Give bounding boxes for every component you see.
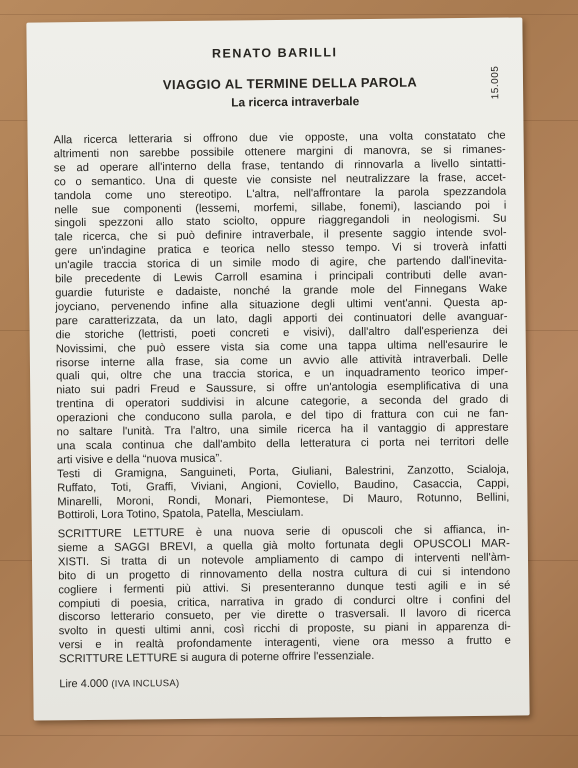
text-line: Minarelli, Moroni, Rondi, Monari, Piemontese, Di Mauro, Rotunno, Bellini, [57,491,510,508]
text-line: niato sui padri Freud e Saussure, si offre un'antologia esemplificativa di una [56,379,509,397]
text-line: discorso letterario consueto, per vie dirette o trasversali. Il lavoro di ricerca [58,607,511,624]
text-line: SCRITTURE LETTURE è una nuova serie di opuscoli che si affianca, in- [57,523,510,541]
price-value: Lire 4.000 [59,677,109,691]
text-line: Alla ricerca letteraria si offrono due vie opposte, una volta constatato che [53,129,506,147]
text-line: cogliere i fermenti più attivi. Si presenteranno dunque testi agili e in sé [58,579,511,596]
description-text [54,130,510,524]
text-line: gere un'indagine pratica e teorica nello stesso tempo. Vi si troverà infatti [54,240,507,258]
text-line: arti visive e della “nuova musica”. [56,452,223,467]
catalog-code: 15.005 [489,65,502,100]
series-text [58,524,511,668]
text-line: joyciano, pervenendo infine alla situazione degli ultimi vent'anni. Questa ap- [55,296,508,314]
text-line: compiuti di poesia, critica, narrativa in grado di condurci oltre i confini del [58,593,511,610]
text-line: nelle sue componenti (lessemi, morfemi, sillabe, fonemi), lasciando poi i [54,199,507,216]
text-line: Testi di Gramigna, Sanguineti, Porta, Giuliani, Balestrini, Zanzotto, Scialoja, [57,463,510,481]
text-line: una scala continua che dall'ambito della letteratura ci porta nei territori delle [56,435,509,453]
text-line: no saltare l'unità. Tra l'altro, una simile ricerca ha il vantaggio di apprestare [56,421,509,439]
text-line: quali qui, oltre che una traccia storica, e un inquadramento teorico imper- [56,365,509,383]
text-line: co o semantico. Una di queste vie consiste nel neutralizzare la frase, accet- [53,171,507,189]
text-line: Bottiroli, Lora Totino, Spatola, Patella, Mesciulam. [57,507,304,522]
book-back-cover [26,17,529,720]
author-name: RENATO BARILLI [211,45,338,61]
text-line: svolto in questi ultimi anni, così ricchi di proposte, su piani in apparenza di- [58,620,511,638]
text-line: bito di un progetto di rinnovamento della nostra cultura di cui si intendono [58,565,511,583]
text-line: Novissimi, che può essere vista sia come una tappa ultima nell'esaurire le [55,338,508,355]
text-line: die storiche (lettristi, poeti concreti e visivi), dall'altro dall'esperienza dei [55,324,508,342]
text-line: se ad operare all'interno della frase, tentando di rinnovarla a livello sintatti- [53,157,506,175]
text-line: operazioni che conducono sulla parola, e del tipo di frattura con cui ne fan- [56,407,509,425]
text-line: un'agile traccia storica di un simile modo di agire, che partendo dall'inevita- [54,254,507,272]
text-line: singoli spezzoni allo stato sciolto, oppure riaggregandoli in neologismi. Su [54,213,507,230]
text-line: Ruffato, Toti, Graffi, Viviani, Angioni, Coviello, Baudino, Casaccia, Cappi, [57,477,510,494]
text-line: tale ricerca, che si può definire intraverbale, il presente saggio intende svol- [54,226,507,244]
price [59,677,179,690]
text-line: XISTI. Si tratta di un notevole ampliamento di campo di interventi nell'àm- [57,551,511,569]
book-subtitle: La ricerca intraverbale [231,94,360,110]
text-line: guardie futuriste e dadaiste, nonché la grande mole del Finnegans Wake [55,282,508,300]
text-line: risorse interne alla frase, sia come un avvio alle attività intraverbali. Delle [55,352,508,369]
text-line: bile precedente di Lewis Carroll esamina i principali contributi delle avan- [54,268,508,286]
text-line: tandola come uno stereotipo. L'altra, nell'affrontare la parola spezzandola [54,185,507,202]
text-line: trentina di operatori suddivisi in alcune categorie, a seconda del grado di [56,393,509,411]
text-line: pare caratterizzata, da un lato, dagli apporti dei continuatori delle avanguar- [55,310,508,328]
text-line: sieme a SAGGI BREVI, a quella già molto fortunata degli OPUSCOLI MAR- [57,537,510,555]
price-note: (IVA INCLUSA) [111,678,180,690]
text-line: altrimenti non sarebbe possibile ottenere margini di manovra, se si rimanes- [53,143,506,161]
book-title: VIAGGIO AL TERMINE DELLA PAROLA [162,74,418,93]
text-line: versi e in realtà profondamente interagenti, viene ora messo a frutto e [58,634,511,652]
text-line: SCRITTURE LETTURE si augura di poterne offrire l'essenziale. [58,650,375,666]
